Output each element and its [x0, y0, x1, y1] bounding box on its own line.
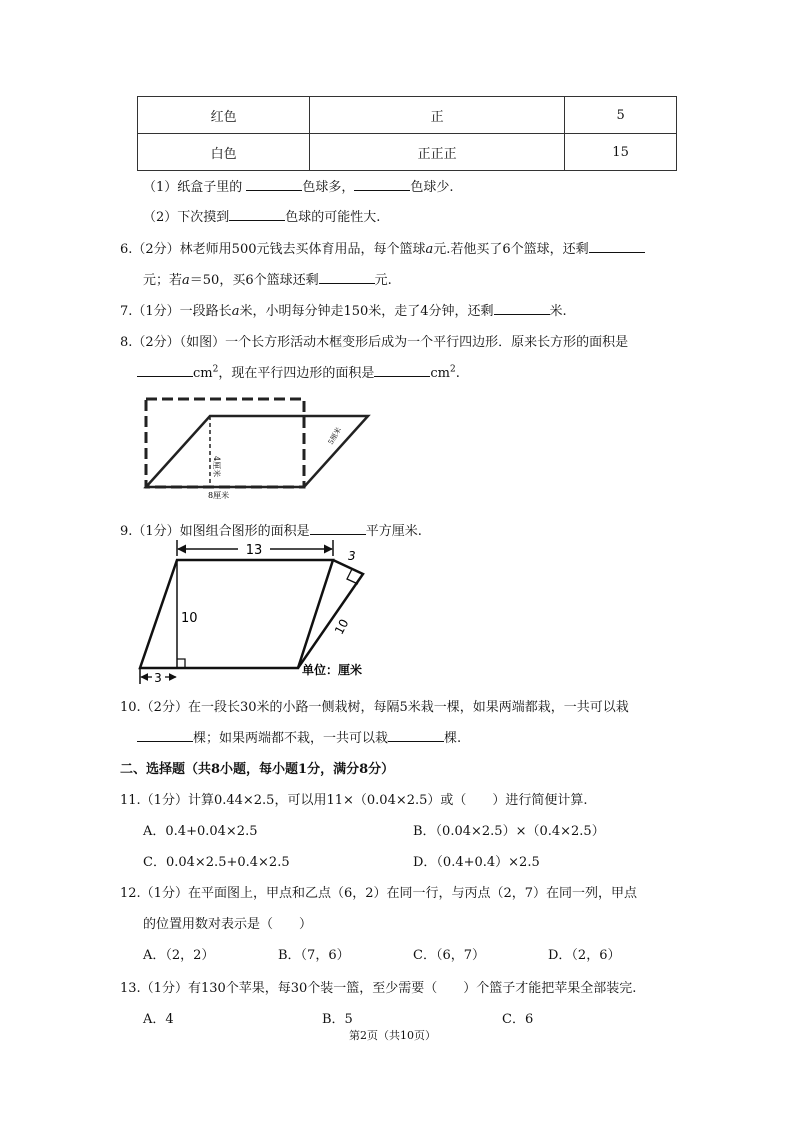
q13-option-a[interactable]: A．4	[143, 1012, 174, 1027]
q6-text: 6.（2分）林老师用500元钱去买体育用品，每个篮球	[120, 242, 426, 257]
table-cell: 5	[565, 97, 677, 134]
q12-option-b[interactable]: B．（7，6）	[278, 948, 350, 963]
q9-text2: 平方厘米.	[365, 524, 422, 539]
answer-blank[interactable]	[310, 522, 366, 535]
q7-text3: 米.	[549, 304, 567, 319]
tally-table	[137, 96, 677, 171]
q5-sub2	[143, 206, 380, 225]
answer-blank[interactable]	[374, 364, 430, 377]
q9	[120, 520, 422, 539]
fig-height-label: 10	[181, 611, 198, 626]
answer-blank[interactable]	[388, 729, 444, 742]
q5-sub1-text: （1）纸盒子里的	[143, 180, 247, 195]
q7	[120, 300, 567, 319]
answer-blank[interactable]	[319, 271, 375, 284]
q8-period: .	[455, 366, 460, 381]
answer-blank[interactable]	[589, 240, 645, 253]
q5-sub1-text3: 色球少.	[410, 180, 454, 195]
q7-var: a	[231, 304, 240, 319]
page-footer: 第2页（共10页）	[349, 1029, 436, 1042]
rectangle-dashed	[146, 399, 304, 487]
q10-line1: 10.（2分）在一段长30米的小路一侧栽树，每隔5米栽一棵，如果两端都栽，一共可以栽	[120, 700, 629, 715]
q11-option-d[interactable]: D．（0.4+0.4）×2.5	[413, 855, 540, 870]
q5-sub1-text2: 色球多，	[302, 180, 355, 195]
q11-option-b[interactable]: B．（0.04×2.5）×（0.4×2.5）	[413, 824, 605, 839]
answer-blank[interactable]	[137, 729, 193, 742]
q7-text2: 米，小明每分钟走150米，走了4分钟，还剩	[239, 304, 494, 319]
q9-text: 9.（1分）如图组合图形的面积是	[120, 524, 310, 539]
answer-blank[interactable]	[229, 208, 285, 221]
section-title: 二、选择题（共8小题，每小题1分，满分8分）	[120, 762, 395, 777]
q8-sup2: 2	[449, 364, 456, 375]
q5-sub1	[143, 176, 454, 195]
q11-option-a[interactable]: A．0.4+0.04×2.5	[143, 824, 258, 839]
q8-unit2: cm	[430, 366, 450, 381]
q11-option-c[interactable]: C．0.04×2.5+0.4×2.5	[143, 855, 290, 870]
q7-text: 7.（1分）一段路长	[120, 304, 232, 319]
q13-option-c[interactable]: C．6	[502, 1012, 534, 1027]
fig-side-label: 10	[331, 616, 352, 637]
q6-text2: 元.若他买了6个篮球，还剩	[433, 242, 589, 257]
table-row	[138, 134, 677, 171]
q8-sup: 2	[212, 364, 219, 375]
answer-blank[interactable]	[137, 364, 193, 377]
dashed-height	[298, 560, 333, 668]
fig-small-label: 3	[348, 549, 356, 563]
right-angle-mark	[177, 659, 185, 668]
q11-stem: 11.（1分）计算0.44×2.5，可以用11×（0.04×2.5）或（ ）进行简便计算.	[120, 793, 588, 808]
q8-unit: cm	[193, 366, 213, 381]
q8-line2	[137, 362, 460, 381]
q5-sub2-text: （2）下次摸到	[143, 210, 230, 225]
answer-blank[interactable]	[354, 178, 410, 191]
q13-option-b[interactable]: B．5	[322, 1012, 353, 1027]
fig-side-label: 5厘米	[326, 426, 343, 446]
q8-text: ，现在平行四边形的面积是	[218, 366, 375, 381]
answer-blank[interactable]	[494, 302, 550, 315]
fig-unit-label: 单位：厘米	[302, 663, 363, 677]
parallelogram	[140, 560, 333, 668]
table-row	[138, 97, 677, 134]
q8-line1: 8.（2分）（如图）一个长方形活动木框变形后成为一个平行四边形．原来长方形的面积是	[120, 335, 629, 350]
q10-text: 棵；如果两端都不栽，一共可以栽	[193, 731, 389, 746]
table-cell: 正	[310, 97, 565, 134]
q6-text4: ＝50，买6个篮球还剩	[189, 273, 319, 288]
fig-bottom-label: 3	[154, 671, 162, 685]
q12-option-a[interactable]: A．（2，2）	[143, 948, 215, 963]
triangle	[298, 560, 363, 668]
fig-base-label: 8厘米	[208, 491, 230, 500]
q13-stem: 13.（1分）有130个苹果，每30个装一篮，至少需要（ ）个篮子才能把苹果全部装完.	[120, 981, 637, 996]
table-cell: 红色	[138, 97, 310, 134]
q12-line1: 12.（1分）在平面图上，甲点和乙点（6，2）在同一行，与丙点（2，7）在同一列，甲点	[120, 886, 638, 901]
q6-var: a	[425, 242, 434, 257]
q10-line2	[137, 727, 461, 746]
q5-sub2-text2: 色球的可能性大.	[285, 210, 381, 225]
q6-var2: a	[182, 273, 190, 288]
fig-top-label: 13	[245, 543, 263, 558]
q10-text2: 棵.	[444, 731, 462, 746]
q8-figure	[130, 390, 380, 502]
q12-option-c[interactable]: C．（6，7）	[413, 948, 485, 963]
fig-height-label: 4厘米	[212, 456, 221, 478]
table-cell: 正正正	[310, 134, 565, 171]
table-cell: 15	[565, 134, 677, 171]
table-cell: 白色	[138, 134, 310, 171]
q6-text5: 元.	[374, 273, 392, 288]
q9-figure	[130, 538, 400, 686]
answer-blank[interactable]	[246, 178, 302, 191]
q6-text3: 元；若	[143, 273, 183, 288]
q12-line2: 的位置用数对表示是（ ）	[143, 917, 313, 932]
q12-option-d[interactable]: D．（2，6）	[548, 948, 621, 963]
q6-line1	[120, 238, 645, 257]
q6-line2	[143, 269, 392, 288]
